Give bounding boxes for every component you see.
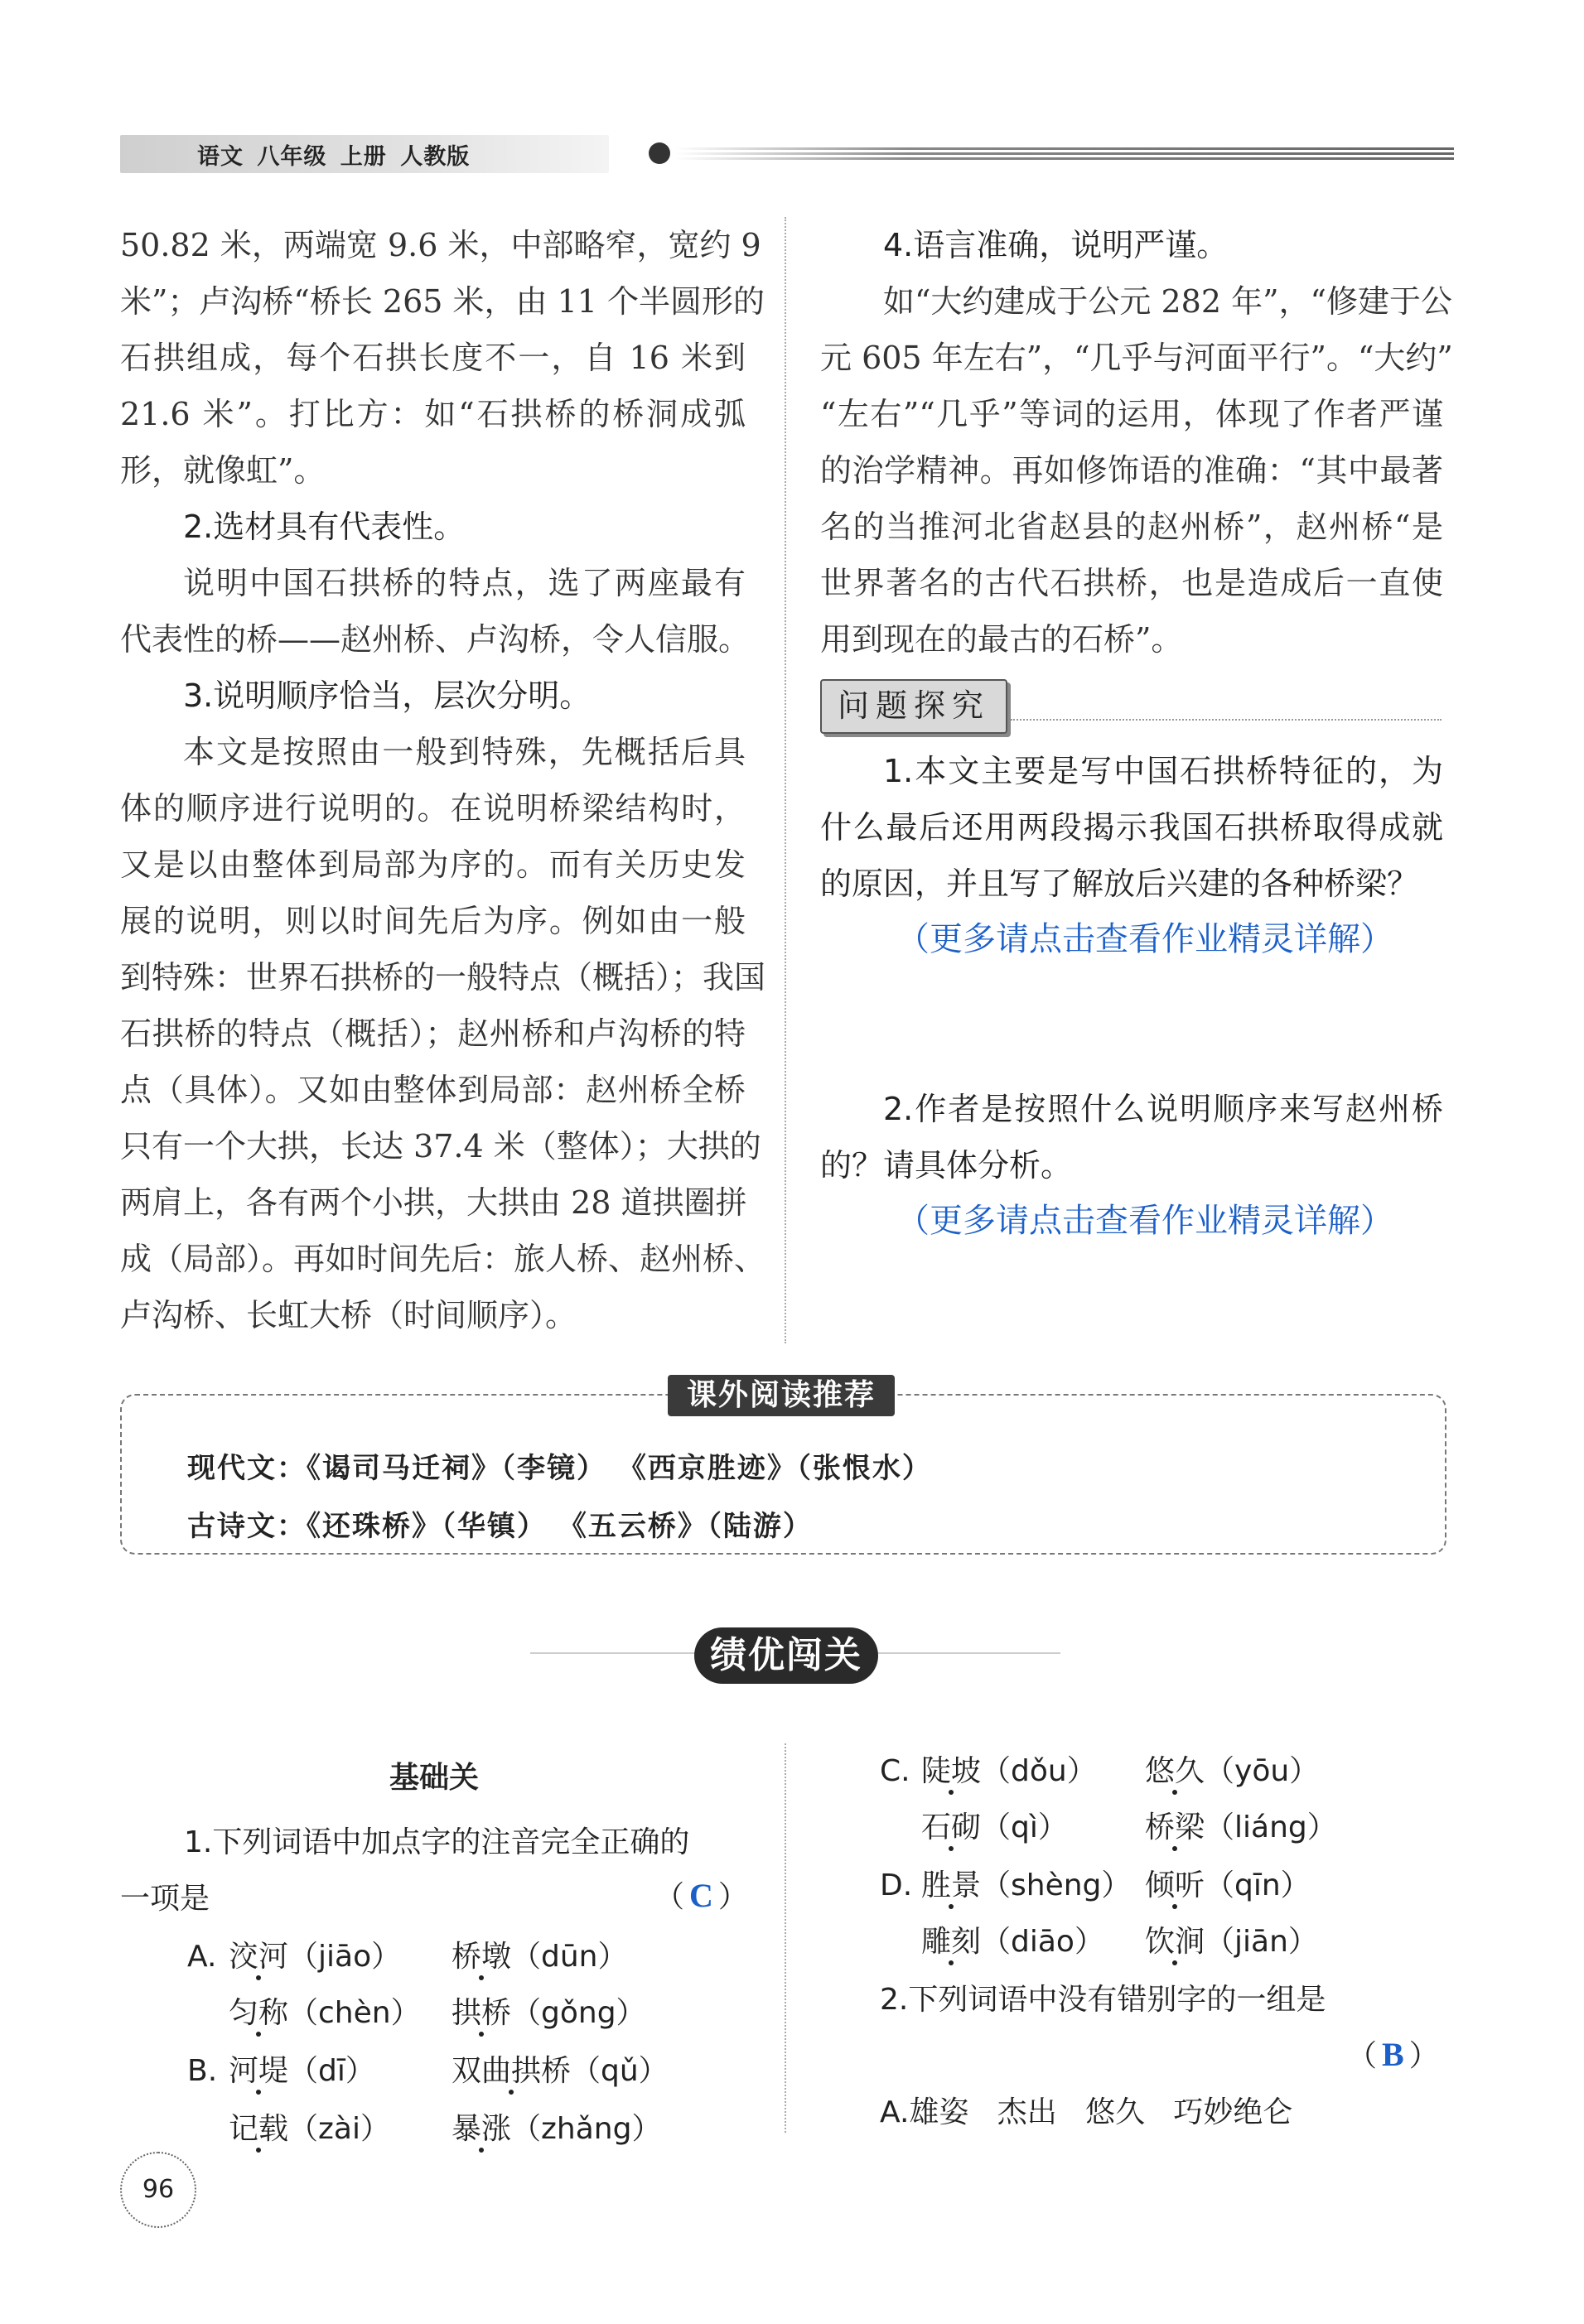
reading-recommendation-title: 课外阅读推荐 [668, 1375, 895, 1416]
option-word: 雕刻 [921, 1925, 982, 1959]
option-pinyin: （zài） [288, 2112, 390, 2146]
level-title: 基础关 [389, 1760, 480, 1795]
paragraph-4 [820, 273, 1453, 668]
option-row [452, 2047, 669, 2090]
option-pinyin: （diāo） [981, 1925, 1104, 1959]
option-word: 饮涧 [1145, 1925, 1205, 1959]
question-2 [820, 1080, 1443, 1193]
column-divider [785, 1743, 786, 2133]
point-heading-2: 2.选材具有代表性。 [183, 509, 466, 545]
option-pinyin: （gǒng） [511, 1996, 646, 2030]
detail-link-q1[interactable]: （更多请点击查看作业精灵详解） [896, 920, 1393, 958]
reco-ancient-line [187, 1503, 813, 1544]
right-column [820, 217, 1453, 668]
option-label: B. [187, 2054, 218, 2088]
option-row [1145, 1918, 1318, 1960]
question-2-line: 2.下列词语中没有错别字的一组是 [880, 1983, 1326, 2017]
option-label: C. [880, 1754, 910, 1788]
section-title-badge: 问题探究 [820, 679, 1007, 734]
paragraph-intro [120, 217, 765, 499]
option-pinyin: （dī） [288, 2054, 375, 2088]
option-pinyin: （zhǎng） [511, 2112, 662, 2146]
option-pinyin: （dūn） [511, 1940, 628, 1974]
option-row [452, 1989, 646, 2032]
option-word: 桥墩 [452, 1940, 512, 1974]
text-line: 的？请具体分析。 [820, 1147, 1073, 1184]
text-line: “左右”“几乎”等词的运用，体现了作者严谨 [820, 396, 1443, 432]
paragraph-3 [120, 724, 766, 1343]
header-subject-label: 语文 八年级 上册 人教版 [197, 144, 471, 170]
text-line: 2.作者是按照什么说明顺序来写赵州桥 [883, 1091, 1443, 1127]
option-pinyin: （yōu） [1205, 1754, 1320, 1788]
text-line: 什么最后还用两段揭示我国石拱桥取得成就 [820, 809, 1443, 846]
option-word: 悠久 [1145, 1754, 1205, 1788]
reco-ancient-label: 古诗文： [187, 1510, 307, 1543]
option-row [229, 2105, 390, 2148]
option-row [921, 1804, 1068, 1846]
question-1 [820, 742, 1443, 911]
text-line: 石拱桥的特点（概括）；赵州桥和卢沟桥的特 [120, 1015, 746, 1052]
option-row [452, 1933, 628, 1975]
text-line: 名的当推河北省赵县的赵州桥”，赵州桥“是 [820, 509, 1443, 545]
option-word: 双曲拱桥 [452, 2054, 572, 2088]
text-line: 本文是按照由一般到特殊，先概括后具 [183, 734, 746, 770]
option-word: 桥梁 [1145, 1811, 1205, 1844]
option-row [1145, 1748, 1319, 1790]
option-row [1145, 1862, 1311, 1904]
text-line: 用到现在的最古的石桥”。 [820, 621, 1183, 658]
detail-link-q2[interactable]: （更多请点击查看作业精灵详解） [896, 1202, 1393, 1240]
reco-ancient-items: 《还珠桥》（华镇） 《五云桥》（陆游） [307, 1510, 813, 1543]
text-line: 1.本文主要是写中国石拱桥特征的，为 [883, 753, 1443, 789]
text-line: 如“大约建成于公元 282 年”，“修建于公 [883, 283, 1452, 320]
question-1-answer-slot [654, 1873, 747, 1916]
text-line: 点（具体）。又如由整体到局部：赵州桥全桥 [120, 1072, 746, 1108]
option-pinyin: （qīn） [1205, 1868, 1311, 1902]
text-line: 代表性的桥——赵州桥、卢沟桥，令人信服。 [120, 621, 751, 658]
text-line: 石拱组成，每个石拱长度不一，自 16 米到 [120, 340, 746, 376]
question-2-answer-slot [1347, 2032, 1443, 2075]
reco-modern-items: 《谒司马迁祠》（李镜） 《西京胜迹》（张恨水） [307, 1452, 932, 1485]
option-pinyin: （jiāo） [288, 1940, 402, 1974]
answer-value: B [1382, 2036, 1404, 2073]
option-row [452, 2105, 661, 2148]
option-pinyin: （qì） [981, 1811, 1068, 1844]
text-line: 到特殊：世界石拱桥的一般特点（概括）；我国 [120, 959, 766, 996]
text-line: 世界著名的古代石拱桥，也是造成后一直使 [820, 565, 1443, 601]
option-word: 暴涨 [452, 2112, 512, 2146]
option-row [921, 1918, 1104, 1960]
text-line: 体的顺序进行说明的。在说明桥梁结构时， [120, 790, 746, 827]
text-line: 50.82 米，两端宽 9.6 米，中部略窄，宽约 9 [120, 227, 761, 263]
option-pinyin: （dǒu） [981, 1754, 1097, 1788]
paragraph-2 [120, 555, 751, 668]
text-line: 元 605 年左右”，“几乎与河面平行”。“大约” [820, 340, 1453, 376]
question-1-line: 一项是 [120, 1882, 210, 1916]
option-label: A. [187, 1940, 217, 1974]
text-line: 形，就像虹”。 [120, 452, 326, 489]
text-line: 又是以由整体到局部为序的。而有关历史发 [120, 846, 746, 883]
option-pinyin: （jiān） [1205, 1925, 1318, 1959]
option-row [880, 1748, 1097, 1790]
question-2-option-a: A.雄姿 杰出 悠久 巧妙绝仑 [880, 2095, 1293, 2129]
option-word: 匀称 [229, 1996, 289, 2030]
option-row [1145, 1804, 1337, 1846]
header-rule-lines [675, 147, 1454, 164]
text-line: 米”；卢沟桥“桥长 265 米，由 11 个半圆形的 [120, 283, 765, 320]
section-banner: 绩优闯关 [694, 1627, 878, 1684]
section-title-rule [1011, 719, 1442, 721]
text-line: 成（局部）。再如时间先后：旅人桥、赵州桥、 [120, 1241, 766, 1277]
option-pinyin: （liáng） [1205, 1811, 1337, 1844]
answer-value: C [689, 1877, 713, 1914]
text-line: 展的说明，则以时间先后为序。例如由一般 [120, 903, 746, 939]
option-word: 石砌 [921, 1811, 982, 1844]
text-line: 的治学精神。再如修饰语的准确：“其中最著 [820, 452, 1443, 489]
column-divider [785, 217, 786, 1343]
option-pinyin: （qǔ） [571, 2054, 669, 2088]
point-heading-3: 3.说明顺序恰当，层次分明。 [183, 677, 592, 714]
option-word: 河堤 [229, 2054, 289, 2088]
option-row [187, 2047, 375, 2090]
header-dot-ornament [649, 142, 670, 164]
page-number: 96 [120, 2152, 196, 2228]
option-word: 记载 [229, 2112, 289, 2146]
paren-close: ） [1408, 2039, 1439, 2073]
reco-modern-label: 现代文： [187, 1452, 307, 1485]
option-label: D. [880, 1868, 913, 1902]
paren-open: （ [654, 1880, 685, 1914]
option-word: 胜景 [921, 1868, 982, 1902]
option-row [187, 1933, 401, 1975]
reco-modern-line [187, 1445, 932, 1486]
left-column [120, 217, 766, 1343]
option-pinyin: （shèng） [981, 1868, 1132, 1902]
text-line: 21.6 米”。打比方：如“石拱桥的桥洞成弧 [120, 396, 746, 432]
option-word: 拱桥 [452, 1996, 512, 2030]
text-line: 两肩上，各有两个小拱，大拱由 28 道拱圈拼 [120, 1184, 747, 1221]
question-1-line: 1.下列词语中加点字的注音完全正确的 [184, 1825, 690, 1859]
option-word: 陡坡 [921, 1754, 982, 1788]
text-line: 的原因，并且写了解放后兴建的各种桥梁？ [820, 865, 1419, 902]
text-line: 说明中国石拱桥的特点，选了两座最有 [183, 565, 746, 601]
option-row [880, 1862, 1131, 1904]
option-word: 洨河 [229, 1940, 289, 1974]
text-line: 只有一个大拱，长达 37.4 米（整体）；大拱的 [120, 1128, 761, 1164]
option-row [229, 1989, 421, 2032]
point-heading-4: 4.语言准确，说明严谨。 [883, 227, 1229, 263]
option-pinyin: （chèn） [288, 1996, 421, 2030]
text-line: 卢沟桥、长虹大桥（时间顺序）。 [120, 1297, 577, 1333]
paren-close: ） [717, 1880, 748, 1914]
option-word: 倾听 [1145, 1868, 1205, 1902]
paren-open: （ [1347, 2039, 1378, 2073]
